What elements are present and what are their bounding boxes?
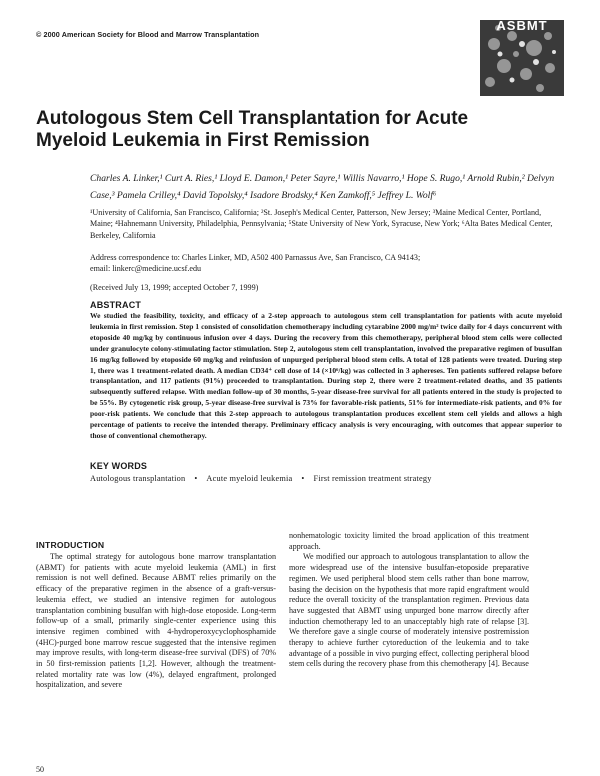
abstract-heading: ABSTRACT [90,300,142,310]
logo-text: ASBMT [496,18,548,33]
keywords-heading: KEY WORDS [90,461,148,471]
copyright-line: © 2000 American Society for Blood and Marrow Transplantation [36,30,260,39]
affiliations: ¹University of California, San Francisco, California; ²St. Joseph's Medical Center, Patterson, New Jersey; ³Maine Medical Center, Portland, Maine; ⁴Hahnemann University, Philadelphia, Pennsylvania; ⁵State University of New York, Syracuse, New York; ⁶Alta Bates Medical Center, Berkeley, California [90,208,553,240]
keyword-separator: • [194,474,198,483]
intro-paragraph-continued: nonhematologic toxicity limited the broad application of this treatment approach. [289,531,529,551]
intro-paragraph: We modified our approach to autologous transplantation to allow the more widespread use of the intensive busulfan-etoposide preparative regimen. We used peripheral blood stem cells rather than bone marrow, basing the decision on the hypothesis that more rapid engraftment would reduce the overall toxicity of the transplantation regimen. Previous data have suggested that ABMT using unpurged bone marrow directly after induction chemotherapy led to an unacceptably high rate of relapse [3]. We therefore gave a single course of moderately intensive postremission therapy to achieve further cytoreduction of the leukemia and to take advantage of a possible in vivo purging effect, collecting peripheral blood stem cells during the recovery phase from this chemotherapy [4]. Because [289,552,529,669]
received-dates: (Received July 13, 1999; accepted October 7, 1999) [90,283,259,292]
keywords-list [90,474,562,483]
body-column-left [36,552,276,691]
keyword-item: Autologous transplantation [90,474,186,483]
keyword-item: Acute myeloid leukemia [206,474,293,483]
introduction-heading: INTRODUCTION [36,540,105,550]
page-number: 50 [36,765,44,774]
keyword-item: First remission treatment strategy [313,474,432,483]
article-title: Autologous Stem Cell Transplantation for Acute Myeloid Leukemia in First Remission [36,108,469,151]
journal-logo [464,14,564,96]
abstract-text: We studied the feasibility, toxicity, and efficacy of a 2-step approach to autologous stem cell transplantation for patients with acute myeloid leukemia in first remission. Step 1 consisted of consolidation chemotherapy including cytarabine 2000 mg/m² twice daily for 4 days concurrent with etoposide 40 mg/kg by continuous infusion over 4 days. During the recovery from this chemotherapy, peripheral blood stem cells were collected under granulocyte colony-stimulating factor stimulation. Step 2, autologous stem cell transplantation, involved the preparative regimen of busulfan 16 mg/kg followed by etoposide 60 mg/kg and reinfusion of unpurged peripheral blood stem cells. A total of 128 patients were treated. During step 1, there was 1 treatment-related death. A median CD34⁺ cell dose of 14 (×10⁶/kg) was collected in 3 aphereses. Ten patients suffered relapse before transplantation, and 117 patients (91%) proceeded to transplantation. During step 2, there were 2 treatment-related deaths, and 35 patients subsequently suffered relapse. With median follow-up of 30 months, 5-year disease-free survival for all patients entered in the study is projected to be 55%. By cytogenetic risk group, 5-year disease-free survival is 73% for favorable-risk patients, 51% for intermediate-risk patients, and 0% for poor-risk patients. We conclude that this 2-step approach to autologous transplantation produces excellent stem cell yields and allows a high percentage of patients to receive the intended therapy. Preliminary efficacy analysis is very encouraging, with outcomes that appear superior to those of conventional chemotherapy. [90,311,562,440]
body-column-right [289,531,529,670]
correspondence [90,252,560,275]
correspondence-email: email: linkerc@medicine.ucsf.edu [90,264,202,274]
intro-paragraph: The optimal strategy for autologous bone marrow transplantation (ABMT) for patients with acute myeloid leukemia (AML) in first remission is not well defined. Because ABMT relies primarily on the efficacy of the preparative regimen in the absence of a graft-versus-leukemia effect, we studied an intensive regimen for autologous transplantation combining busulfan with high-dose etoposide. Long-term follow-up of a small, primarily single-center experience using this intensive regimen combined with 4-hydroperoxycyclophosphamide (4HC)-purged bone marrow rescue suggested that the intensive regimen may improve results, with long-term disease-free survival (DFS) of 70% in 50 first-remission patients [1,2]. However, although the treatment-related mortality rate was low (4%), delayed engraftment, prolonged hospitalization, and severe [36,552,276,690]
keyword-separator: • [301,474,305,483]
author-list: Charles A. Linker,¹ Curt A. Ries,¹ Lloyd E. Damon,¹ Peter Sayre,¹ Willis Navarro,¹ Hope S. Rugo,¹ Arnold Rubin,² Delvyn Case,³ Pamela Crilley,⁴ David Topolsky,⁴ Isadore Brodsky,⁴ Ken Zamkoff,⁵ Jeffrey L. Wolf⁶ [90,173,555,201]
correspondence-address: Address correspondence to: Charles Linker, MD, A502 400 Parnassus Ave, San Francisco, CA 94143; [90,253,421,262]
journal-logo-image [464,14,564,96]
